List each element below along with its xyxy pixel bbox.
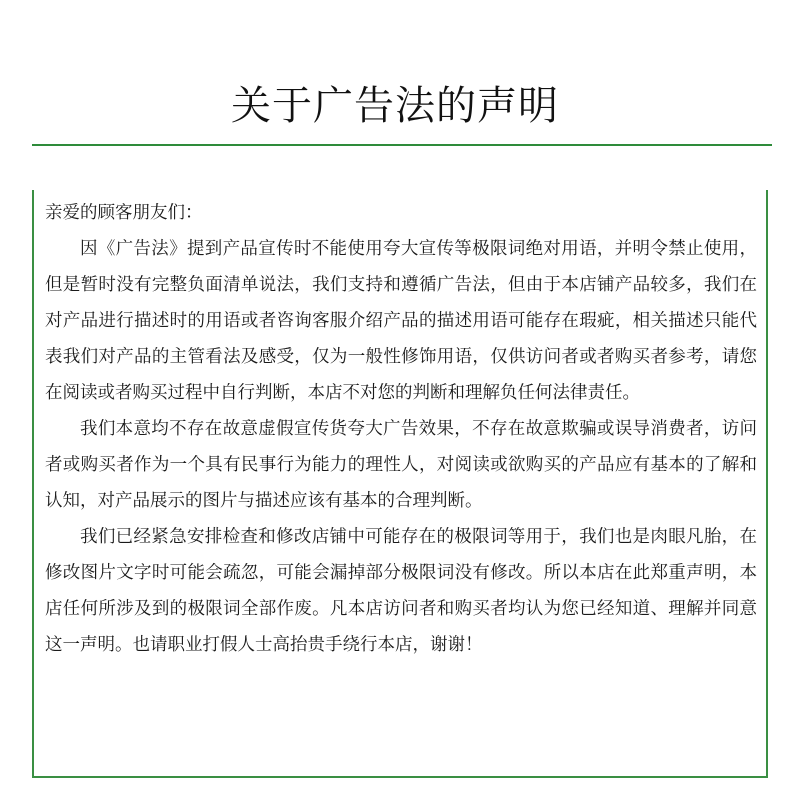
title-underline (32, 144, 772, 146)
paragraph-2: 我们本意均不存在故意虚假宣传货夸大广告效果，不存在故意欺骗或误导消费者，访问者或购买者作为一个具有民事行为能力的理性人，对阅读或欲购买的产品应有基本的了解和认知，对产品展示的图片与描述应该有基本的合理判断。 (45, 419, 757, 511)
paragraph-1: 因《广告法》提到产品宣传时不能使用夸大宣传等极限词绝对用语，并明令禁止使用，但是暂时没有完整负面清单说法，我们支持和遵循广告法，但由于本店铺产品较多，我们在对产品进行描述时的用语或者咨询客服介绍产品的描述用语可能存在瑕疵，相关描述只能代表我们对产品的主管看法及感受，仅为一般性修饰用语，仅供访问者或者购买者参考，请您在阅读或者购买过程中自行判断，本店不对您的判断和理解负任何法律责任。 (45, 239, 757, 403)
page-title: 关于广告法的声明 (231, 83, 559, 129)
paragraph-3: 我们已经紧急安排检查和修改店铺中可能存在的极限词等用于，我们也是肉眼凡胎，在修改图片文字时可能会疏忽，可能会漏掉部分极限词没有修改。所以本店在此郑重声明，本店任何所涉及到的极限词全部作废。凡本店访问者和购买者均认为您已经知道、理解并同意这一声明。也请职业打假人士高抬贵手绕行本店，谢谢！ (45, 527, 757, 655)
statement-content (45, 195, 757, 663)
greeting: 亲爱的顾客朋友们： (45, 203, 203, 223)
